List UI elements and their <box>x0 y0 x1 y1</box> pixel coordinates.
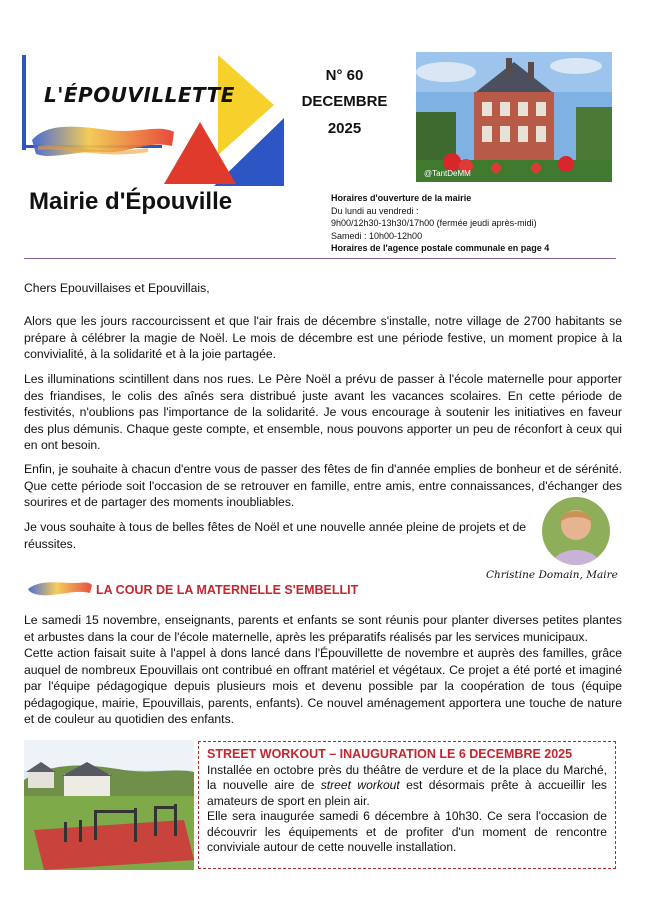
street-workout-box <box>198 741 616 869</box>
mairie-title: Mairie d'Épouville <box>29 188 233 215</box>
letter-paragraph-1: Alors que les jours raccourcissent et que l'air frais de décembre s'installe, notre village de 2700 habitants se prépare à célébrer la magie de Noël. Le mois de décembre est une période festive, un moment propice à la convivialité, à la solidarité et à la joie partagée. <box>24 314 622 361</box>
street-workout-paragraph-2: Elle sera inaugurée samedi 6 décembre à 10h30. Ce sera l'occasion de découvrir les équipements et de profiter d'un moment de rencontre conviviale autour de cette nouvelle installation. <box>207 809 607 854</box>
letter-paragraph-4: Je vous souhaite à tous de belles fêtes de Noël et une nouvelle année pleine de projets et de réussites. <box>24 520 527 551</box>
header-divider <box>24 258 616 259</box>
mayor-portrait <box>542 497 610 565</box>
letter-greeting: Chers Epouvillaises et Epouvillais, <box>24 281 210 295</box>
mayor-signature: Christine Domain, Maire <box>486 569 618 581</box>
maternelle-paragraph-1: Le samedi 15 novembre, enseignants, parents et enfants se sont réunis pour planter diverses petites plantes et arbustes dans la cour de l'école maternelle, après les préparatifs réalisés par les services municipaux. <box>24 613 622 644</box>
section-brush-icon <box>26 577 94 599</box>
hours-title: Horaires d'ouverture de la mairie <box>331 193 472 203</box>
hours-line-3: Samedi : 10h00-12h00 <box>331 230 423 241</box>
logo-text: L'ÉPOUVILLETTE <box>44 83 235 107</box>
issue-year: 2025 <box>327 120 362 137</box>
logo-line-vertical <box>22 55 26 150</box>
hours-line-4: Horaires de l'agence postale communale en page 4 <box>331 243 550 253</box>
letter-paragraph-2: Les illuminations scintillent dans nos rues. Le Père Noël a prévu de passer à l'école maternelle pour apporter des friandises, le colis des aînés sera distribué juste avant les vacances scolaires. En cette période de festivités, n'oublions pas l'importance de la solidarité. Je vous encourage à soutenir les initiatives en faveur des plus démunis. Chaque geste compte, et ensemble, nous pouvons apporter un peu de réconfort à ceux qui en ont besoin. <box>24 372 622 452</box>
hours-line-2: 9h00/12h30-13h30/17h00 (fermée jeudi après-midi) <box>331 218 537 228</box>
letter-paragraph-3: Enfin, je souhaite à chacun d'entre vous de passer des fêtes de fin d'année emplies de bonheur et de sérénité. Que cette période soit l'occasion de se retrouver en famille, entre amis, entre connaissances, d'échanger des sourires et de partager des moments inoubliables. <box>24 462 622 509</box>
maternelle-paragraph-2: Cette action faisait suite à l'appel à dons lancé dans l'Épouvillette de novembre et auprès des familles, grâce auquel de nombreux Epouvillais ont contribué en offrant matériel et végétaux. Ce projet a été porté et imaginé par l'équipe pédagogique depuis plusieurs mois et devenu possible par la coopération de tous (équipe pédagogique, mairie, Epouvillais, parents, enfants). Ce nouvel aménagement apportera une touche de nature et de couleur au quotidien des enfants. <box>24 646 622 726</box>
opening-hours <box>331 192 549 255</box>
maternelle-title: LA COUR DE LA MATERNELLE S'EMBELLIT <box>96 583 359 597</box>
workout-text-after: est désormais prête à accueillir les amateurs de sport en plein air. <box>207 778 607 808</box>
hours-line-1: Du lundi au vendredi : <box>331 205 419 216</box>
street-workout-photo <box>24 740 194 870</box>
issue-number: N° 60 <box>325 67 364 84</box>
issue-month: DECEMBRE <box>301 93 388 110</box>
logo-brush-stroke <box>28 110 178 170</box>
street-workout-title: STREET WORKOUT – INAUGURATION LE 6 DECEMBRE 2025 <box>207 747 573 761</box>
workout-text-emphasis: street workout <box>320 778 400 792</box>
photo-credit: @TantDeMM <box>424 169 471 178</box>
logo-triangle-red <box>164 122 236 184</box>
street-workout-paragraph-1 <box>207 763 607 810</box>
workout-text-before: Installée en octobre près du théâtre de verdure et de la place du Marché, la nouvelle aire de <box>207 762 607 792</box>
town-hall-photo <box>416 52 612 182</box>
